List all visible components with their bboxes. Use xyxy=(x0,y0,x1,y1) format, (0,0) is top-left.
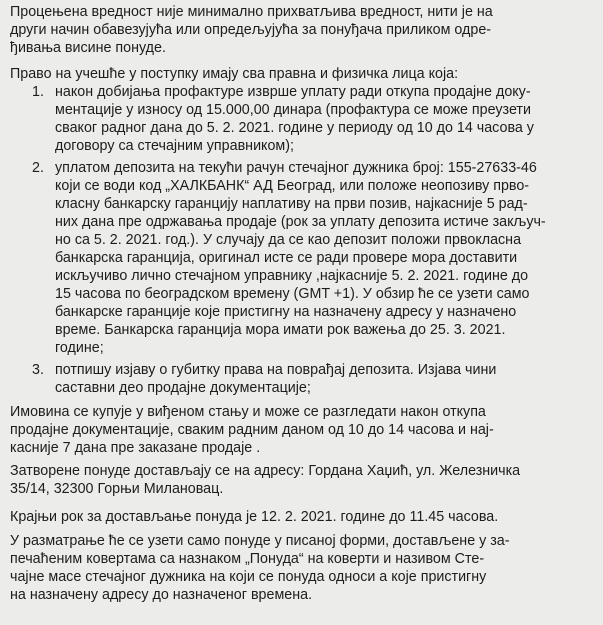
deadline-paragraph: Крајњи рок за достављање понуда је 12. 2. 2021. године до 11.45 часова. xyxy=(10,509,499,525)
delivery-address-paragraph: Затворене понуде достављају се на адресу: Гордана Хаџић, ул. Железничка 35/14, 32300 Горњи Милановац. xyxy=(10,463,521,497)
condition-number-2: 2. xyxy=(32,160,44,176)
condition-item-1 xyxy=(10,83,597,155)
participation-rights-heading: Право на учешће у поступку имају сва правна и физичка лица која: xyxy=(10,66,459,82)
conditions-list xyxy=(10,83,597,397)
condition-text-3: потпишу изјаву о губитку права на поврађај депозита. Изјава чини саставни део продајне документације; xyxy=(55,362,497,396)
consideration-paragraph: У разматрање ће се узети само понуде у писаној форми, достављене у за- печаћеним ковертама са назнаком „Понуда“ на коверти и називом Сте- чајне масе стечајног дужника на који се понуда односи а које пристигну на назначену адресу до назначеног времена. xyxy=(10,533,510,603)
intro-paragraph: Процењена вредност није минимално прихватљива вредност, нити је на други начин обавезујућа или опредељујућа за понуђача приликом одре- ђивања висине понуде. xyxy=(10,4,493,56)
condition-item-3 xyxy=(10,361,597,397)
condition-item-2 xyxy=(10,159,597,357)
condition-text-2: уплатом депозита на текући рачун стечајног дужника број: 155-27633-46 који се води код „ХАЛКБАНК“ АД Београд, или положе неопозиву прво- класну банкарску гаранцију наплативу на први позив, најкасније 5 рад- них дана пре одржавања продаје (рок за уплату депозита истиче закључ- но са 5. 2. 2021. год.). У случају да се као депозит положи првокласна банкарска гаранција, оригинал исте се ради провере мора доставити искључиво лично стечајном управнику ,најкасније 5. 2. 2021. године до 15 часова по београдском времену (GMT +1). У обзир ће се узети само банкарске гаранције које пристигну на назначену адресу у назначено време. Банкарска гаранција мора имати рок важења до 25. 3. 2021. године; xyxy=(55,160,546,356)
condition-number-3: 3. xyxy=(32,362,44,378)
inspection-paragraph: Имовина се купује у виђеном стању и може се разгледати након откупа продајне документације, сваким радним даном од 10 до 14 часова и нај- касније 7 дана пре заказане продаје . xyxy=(10,404,494,456)
condition-number-1: 1. xyxy=(32,84,44,100)
condition-text-1: након добијања профактуре изврше уплату ради откупа продајне доку- ментације у износу од 15.000,00 динара (профактура се може преузети сваког радног дана до 5. 2. 2021. године у периоду од 10 до 14 часова у договору са стечајним управником); xyxy=(55,84,534,154)
